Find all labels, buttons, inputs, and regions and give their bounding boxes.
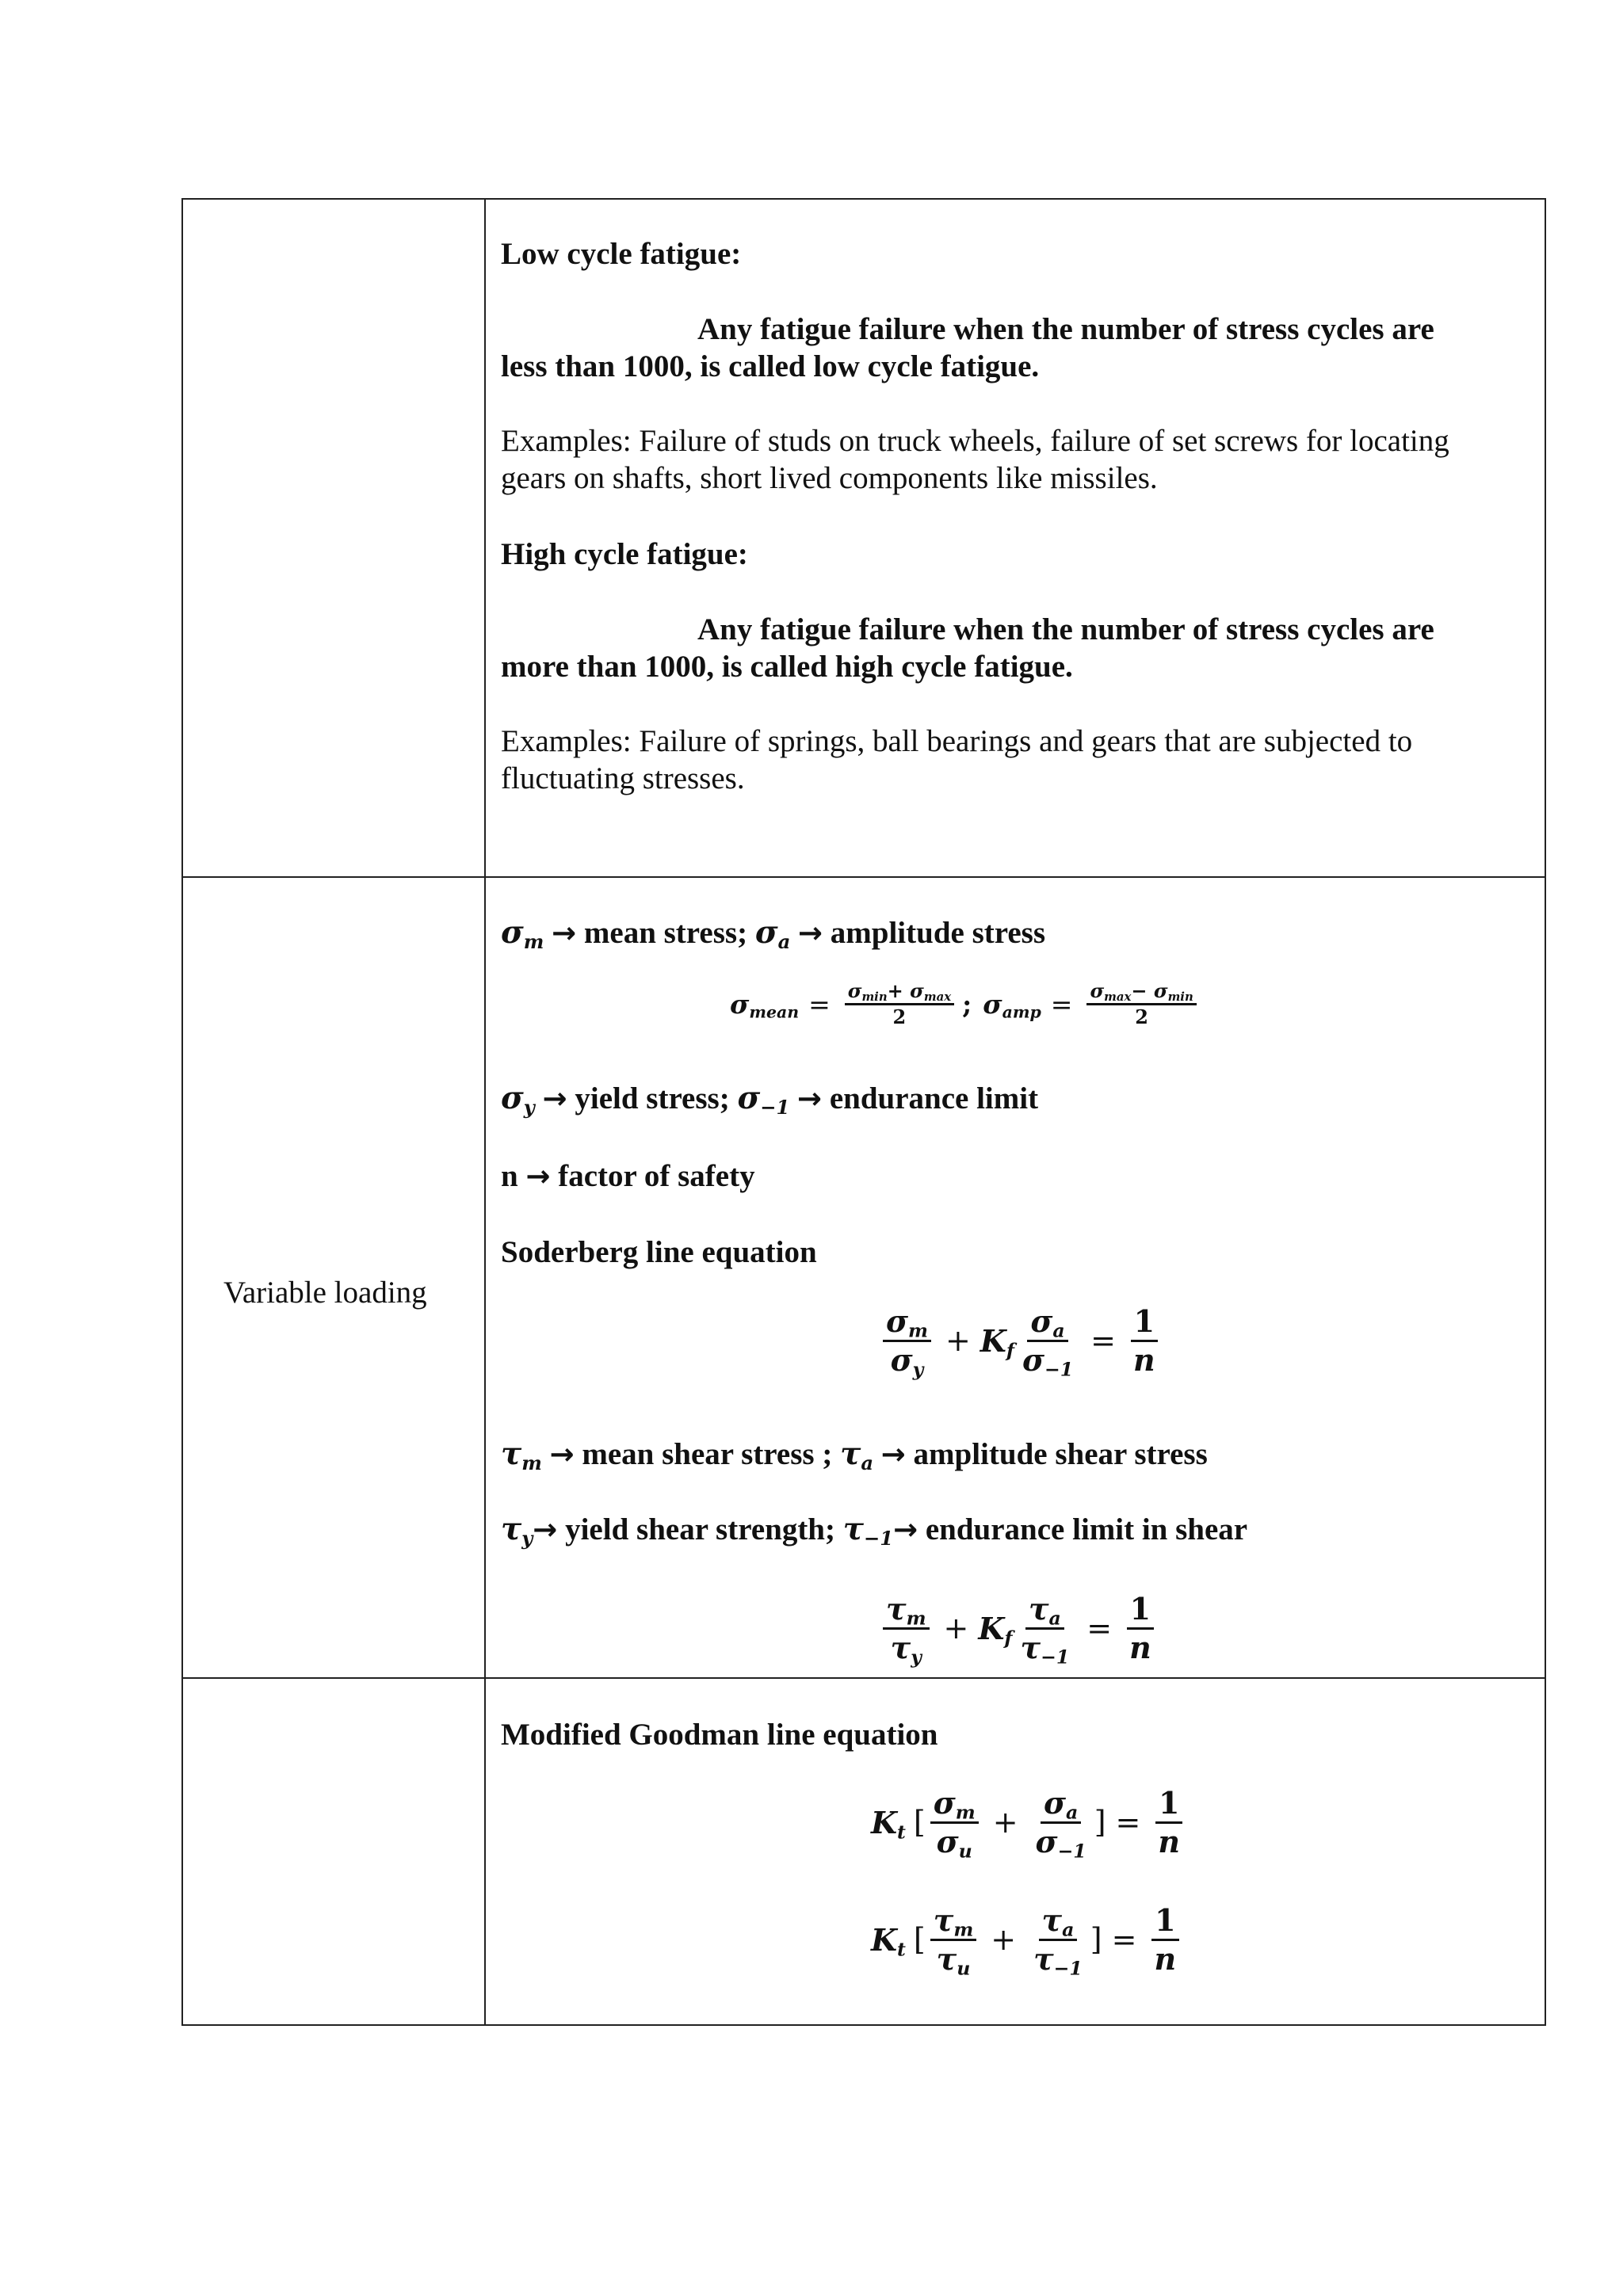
notes-table (181, 198, 1546, 2026)
arrow-icon: → (893, 1512, 918, 1547)
goodman-heading: Modified Goodman line equation (501, 1718, 938, 1752)
variable-loading-label: Variable loading (223, 1276, 427, 1310)
goodman-tau-equation: $K_t$ [ $\frac{\tau_m}{\tau_u}$ + $\frac{\tau_a}{\tau_{-1}}$ ] = $\frac{1}{n}$ (871, 1904, 1184, 1976)
low-cycle-definition (501, 311, 1531, 385)
soderberg-tau-equation: $\frac{\tau_m}{\tau_y}$ + $K_f$ $\frac{\tau_a}{\tau_{-1}}$ = $\frac{1}{n}$ (878, 1592, 1159, 1665)
arrow-icon: → (549, 1437, 575, 1471)
mean-amp-formula: $\sigma_{mean}$ = $\frac{\sigma_{min}+ \sigma_{max}}{2}$ ; $\sigma_{amp}$ = $\frac{\sigma_{max}- \sigma_{min}}{2}$ (730, 981, 1201, 1028)
table-border-top (181, 198, 1546, 200)
low-cycle-heading: Low cycle fatigue: (501, 237, 742, 271)
low-cycle-def-line1: Any fatigue failure when the number of stress cycles are (697, 312, 1434, 346)
table-border-right (1545, 198, 1546, 2026)
high-cycle-def-line2: more than 1000, is called high cycle fatigue. (501, 650, 1073, 684)
table-border-left (181, 198, 183, 2026)
goodman-sigma-equation: $K_t$ [ $\frac{\sigma_m}{\sigma_u}$ + $\frac{\sigma_a}{\sigma_{-1}}$ ] = $\frac{1}{n}$ (871, 1787, 1188, 1859)
arrow-icon: → (880, 1437, 906, 1471)
shear-yield-endurance-line: $\tau_y\to$ yield shear strength; $\tau_{-1}\to$ endurance limit in shear (501, 1511, 1248, 1550)
factor-of-safety-line: n → factor of safety (501, 1159, 755, 1193)
high-cycle-examples (501, 723, 1531, 797)
soderberg-sigma-equation: $\frac{\sigma_m}{\sigma_y}$ + $K_f$ $\frac{\sigma_a}{\sigma_{-1}}$ = $\frac{1}{n}$ (878, 1305, 1163, 1377)
soderberg-heading: Soderberg line equation (501, 1235, 817, 1269)
high-cycle-ex-line2: fluctuating stresses. (501, 761, 745, 795)
high-cycle-def-line1: Any fatigue failure when the number of stress cycles are (697, 612, 1434, 646)
column-divider (484, 198, 486, 2026)
low-cycle-def-line2: less than 1000, is called low cycle fatigue. (501, 349, 1040, 383)
arrow-icon: → (525, 1159, 551, 1193)
arrow-icon: → (797, 1081, 823, 1116)
low-cycle-examples (501, 422, 1531, 497)
row-divider-1 (181, 876, 1546, 878)
low-cycle-ex-line2: gears on shafts, short lived components like missiles. (501, 461, 1158, 495)
high-cycle-heading: High cycle fatigue: (501, 537, 748, 571)
high-cycle-definition (501, 611, 1531, 685)
arrow-icon: → (533, 1512, 558, 1547)
table-border-bottom (181, 2024, 1546, 2026)
shear-mean-amplitude-line: $\tau_m$ → mean shear stress ; $\tau_a$ → amplitude shear stress (501, 1436, 1208, 1474)
high-cycle-ex-line1: Examples: Failure of springs, ball bearings and gears that are subjected to (501, 724, 1413, 758)
arrow-icon: → (798, 916, 823, 950)
low-cycle-ex-line1: Examples: Failure of studs on truck wheels, failure of set screws for locating (501, 424, 1449, 458)
arrow-icon: → (542, 1081, 567, 1116)
yield-endurance-line: $\sigma_y$ → yield stress; $\sigma_{-1}$ → endurance limit (501, 1080, 1039, 1119)
arrow-icon: → (552, 916, 577, 950)
row-divider-2 (181, 1677, 1546, 1679)
mean-amplitude-line: $\sigma_m$ → mean stress; $\sigma_a$ → amplitude stress (501, 914, 1046, 953)
